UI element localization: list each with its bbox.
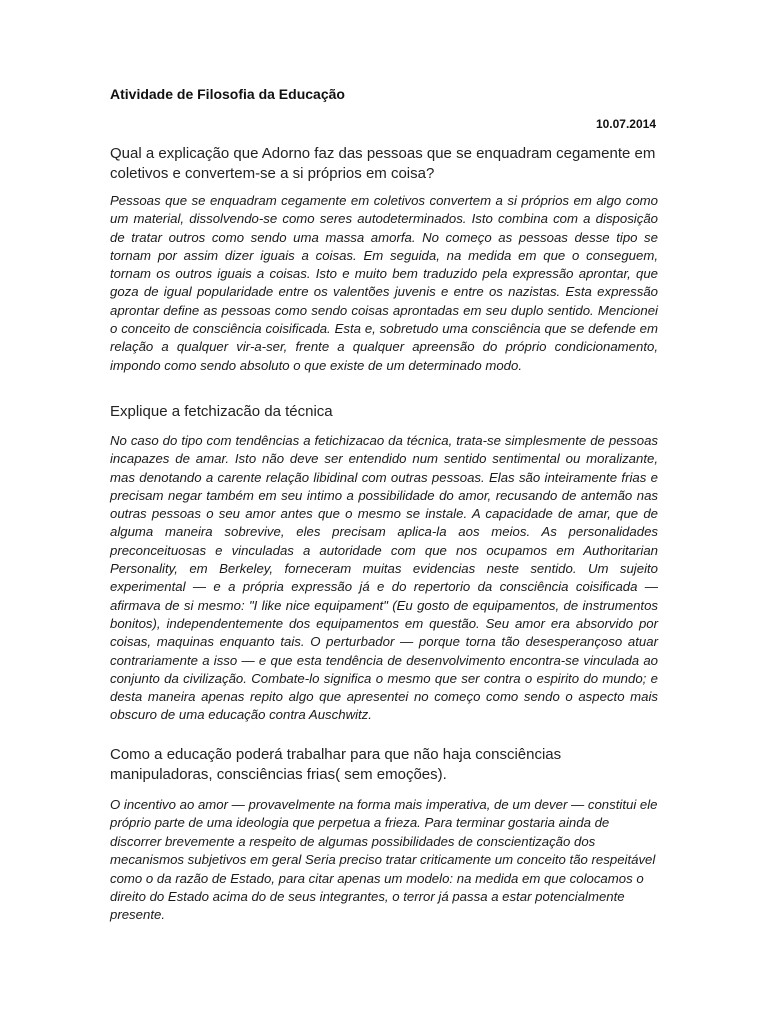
document-title: Atividade de Filosofia da Educação (110, 86, 345, 102)
document-date: 10.07.2014 (595, 117, 656, 131)
question-1: Qual a explicação que Adorno faz das pessoas que se enquadram cegamente em coletivos e convertem-se a si próprios em coisa? (110, 145, 656, 182)
question-2: Explique a fetchizacão da técnica (110, 403, 333, 420)
answer-2: No caso do tipo com tendências a fetichizacao da técnica, trata-se simplesmente de pessoas incapazes de amar. Isto não deve ser entendido num sentido sentimental ou moralizante, mas denotando a carente relação libidinal com outras pessoas. Elas são inteiramente frias e precisam negar também em seu intimo a possibilidade do amor, recusando de antemão nas outras pessoas o seu amor antes que o mesmo se instale. A capacidade de amar, que de alguma maneira sobrevive, eles precisam aplica-la aos meios. As personalidades preconceituosas e vinculadas a autoridade com que nos ocupamos em Authoritarian Personality, em Berkeley, forneceram muitas evidencias neste sentido. Um sujeito experimental — e a própria expressão já e do repertorio da consciência coisificada — afirmava de si mesmo: "I like nice equipament" (Eu gosto de equipamentos, de instrumentos bonitos), independentemente dos equipamentos em questão. Seu amor era absorvido por coisas, maquinas enquanto tais. O perturbador — porque torna tão desesperançoso atuar contrariamente a isso — e que esta tendência de desenvolvimento encontra-se vinculada ao conjunto da civilização. Combate-lo significa o mesmo que ser contra o espirito do mundo; e desta maneira apenas repito algo que apresentei no começo como sendo o aspecto mais obscuro de uma educação contra Auschwitz. (110, 433, 658, 723)
question-3: Como a educação poderá trabalhar para que não haja consciências manipuladoras, consciências frias( sem emoções). (110, 746, 562, 783)
answer-3: O incentivo ao amor — provavelmente na forma mais imperativa, de um dever — constitui ele próprio parte de uma ideologia que perpetua a frieza. Para terminar gostaria ainda de discorrer brevemente a respeito de algumas possibilidades de conscientização dos mecanismos subjetivos em geral Seria preciso tratar criticamente um conceito tão respeitável como o da razão de Estado, para citar apenas um modelo: na medida em que colocamos o direito do Estado acima do de seus integrantes, o terror já passa a estar potencialmente presente. (110, 797, 658, 923)
answer-1: Pessoas que se enquadram cegamente em coletivos convertem a si próprios em algo como um material, dissolvendo-se como seres autodeterminados. Isto combina com a disposição de tratar outros como sendo uma massa amorfa. No começo as pessoas desse tipo se tornam por assim dizer iguais a coisas. Em seguida, na medida em que o conseguem, tornam os outros iguais a coisas. Isto e muito bem traduzido pela expressão aprontar, que goza de igual popularidade entre os valentões juvenis e entre os nazistas. Esta expressão aprontar define as pessoas como sendo coisas aprontadas em seu duplo sentido. Mencionei o conceito de consciência coisificada. Esta e, sobretudo uma consciência que se defende em relação a qualquer vir-a-ser, frente a qualquer apreensão do próprio condicionamento, impondo como sendo absoluto o que existe de um determinado modo. (110, 193, 658, 373)
